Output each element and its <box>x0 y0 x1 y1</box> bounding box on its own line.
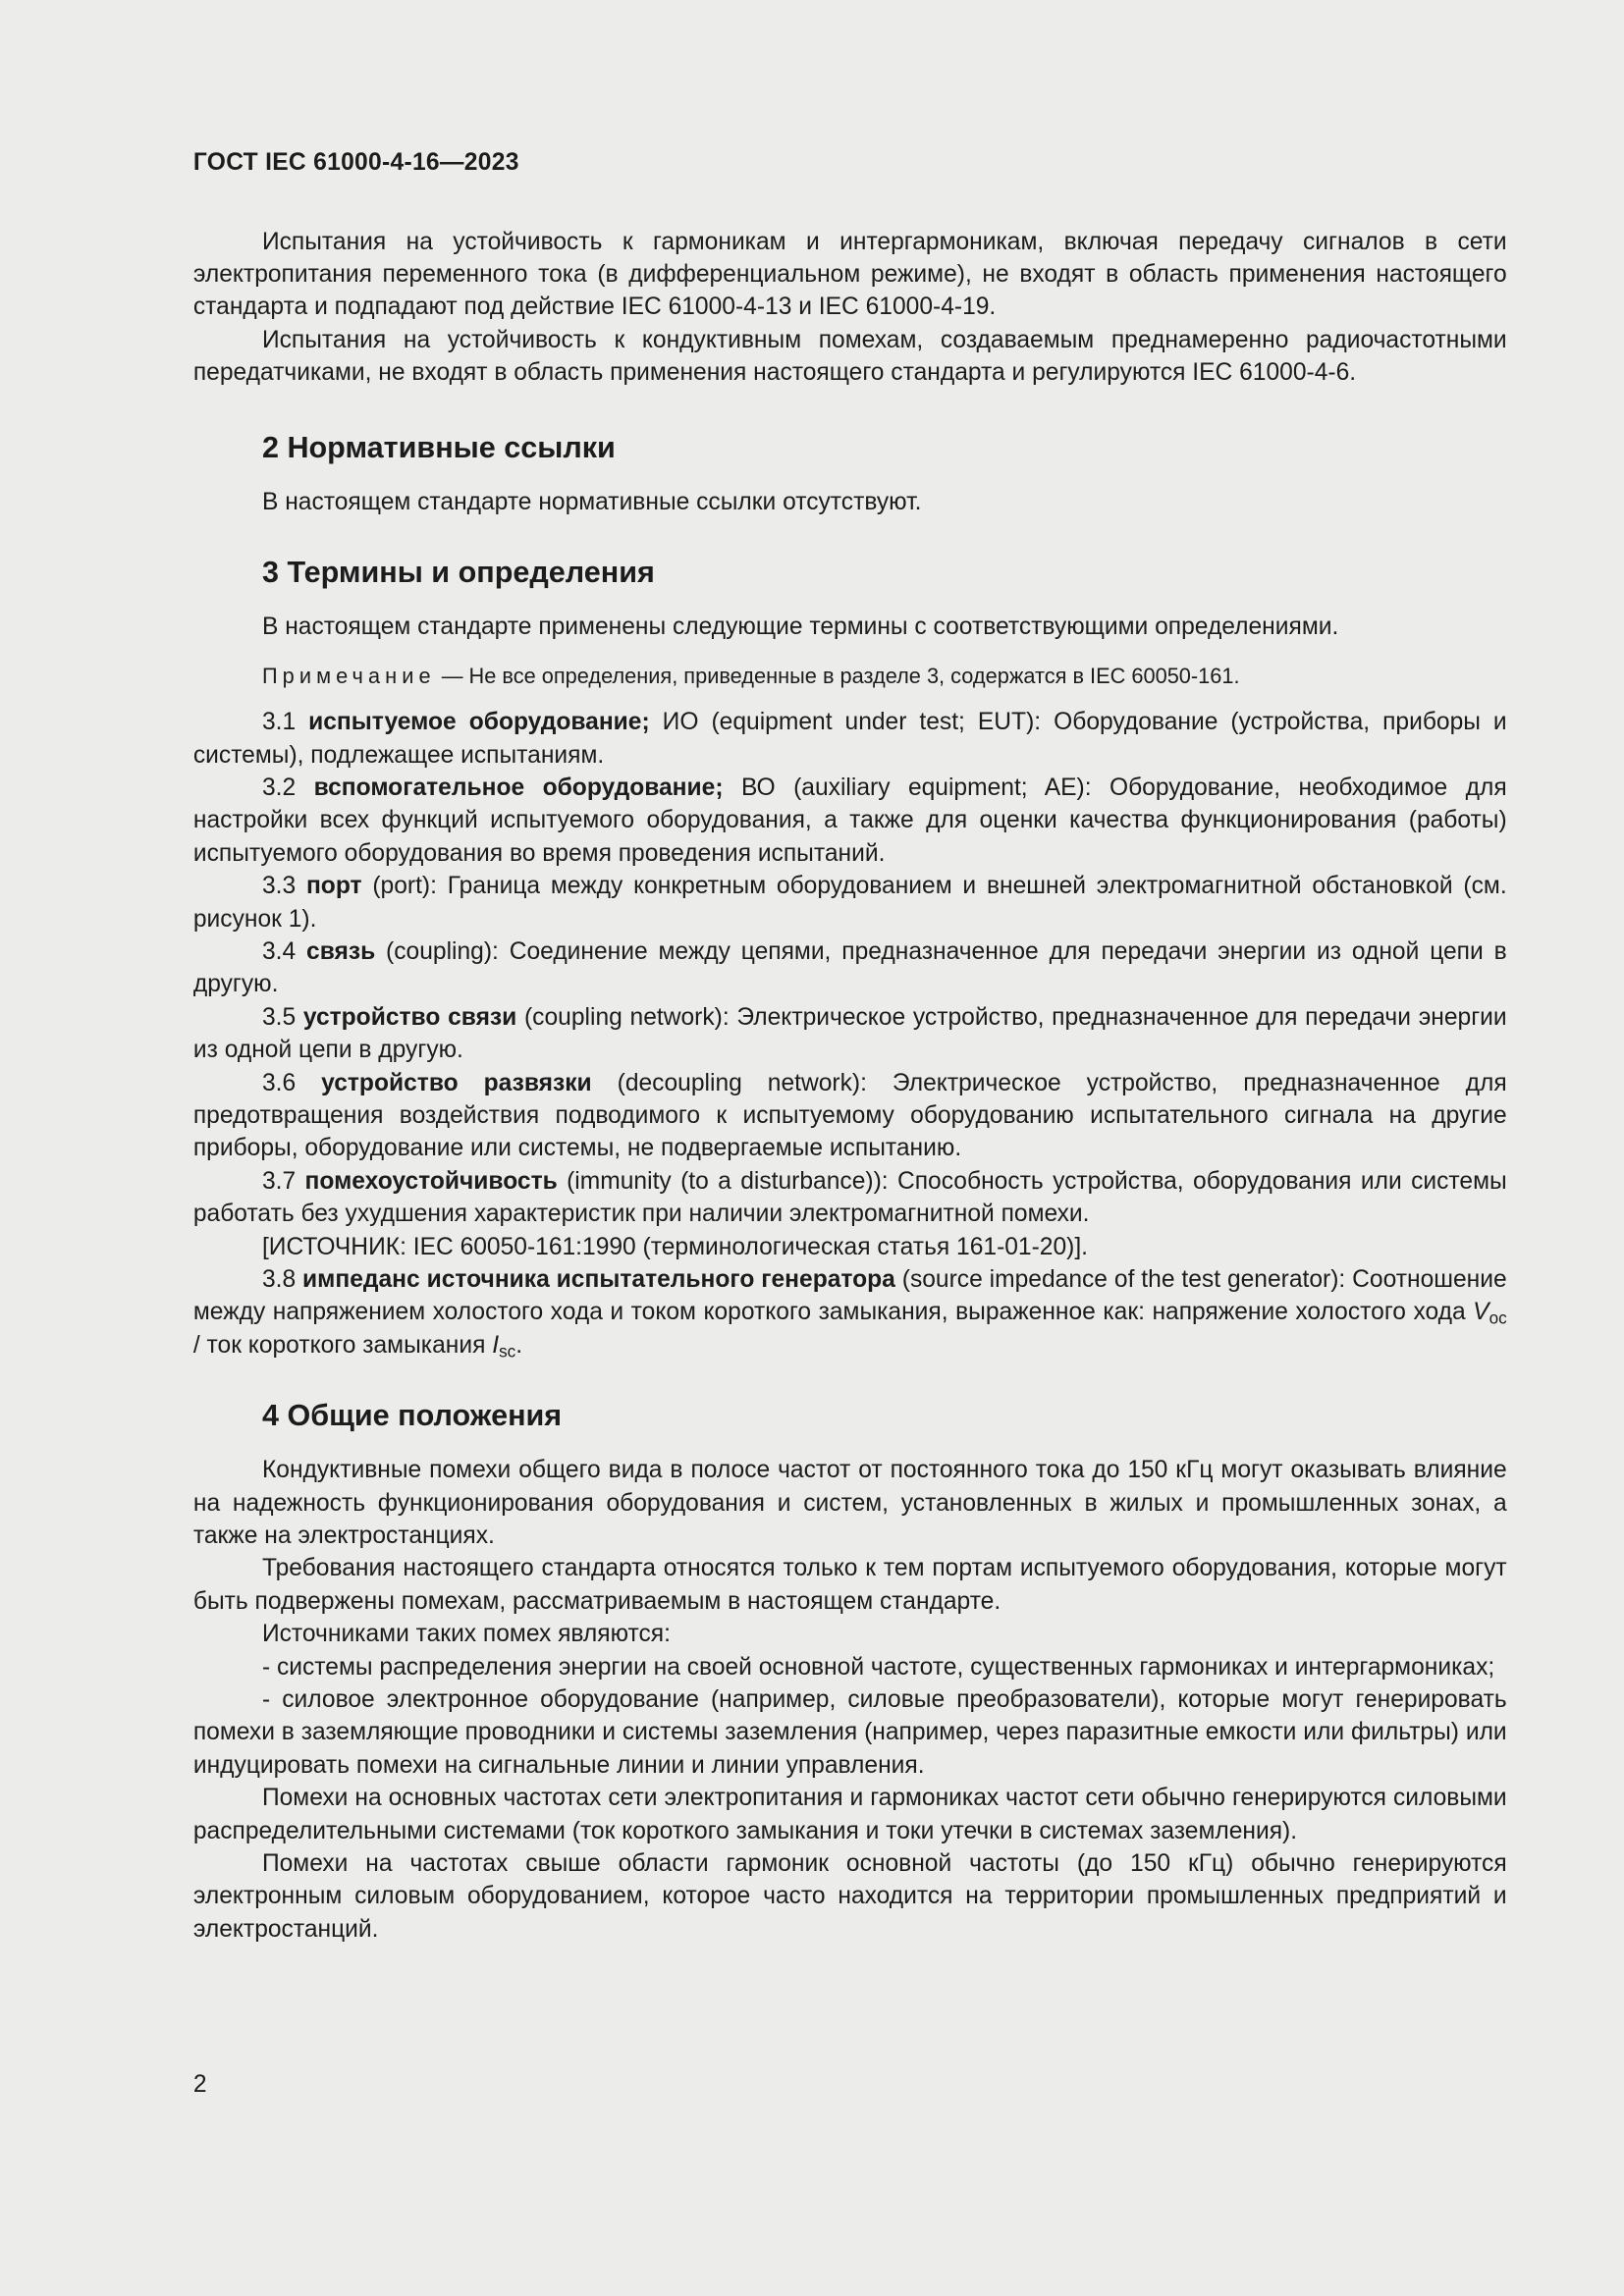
definition-source: [ИСТОЧНИК: IEC 60050-161:1990 (терминологическая статья 161-01-20)]. <box>261 1233 1089 1260</box>
section-3-note <box>193 660 1507 692</box>
document-header: ГОСТ IEC 61000-4-16—2023 <box>192 149 519 177</box>
section-4-list-item: - системы распределения энергии на своей основной частоте, существенных гармониках и интергармониках; <box>261 1653 1495 1681</box>
definition-term: помехоустойчивость <box>304 1167 558 1195</box>
section-4-paragraph: Помехи на основных частотах сети электропитания и гармониках частот сети обычно генерируются силовыми распределительными системами (ток короткого замыкания и токи утечки в системах заземления). <box>192 1785 1507 1844</box>
section-4-paragraph: Кондуктивные помехи общего вида в полосе частот от постоянного тока до 150 кГц могут оказывать влияние на надежность функционирования оборудования и систем, установленных в жилых и промышленных зонах, а также на электростанциях. <box>192 1457 1507 1549</box>
definition-term: порт <box>305 873 362 900</box>
definition-3-5: 3.5 устройство связи (coupling network): Электрическое устройство, предназначенное для передачи энергии из одной цепи в другую. <box>192 1003 1507 1064</box>
intro-paragraph-2: Испытания на устойчивость к кондуктивным помехам, создаваемым преднамеренно радиочастотными передатчиками, не входят в область применения настоящего стандарта и регулируются IEC 61000-4-6. <box>192 326 1507 387</box>
definition-term: устройство связи <box>302 1003 517 1031</box>
page-number: 2 <box>192 2071 207 2099</box>
definition-term: вспомогательное оборудование; <box>313 774 724 801</box>
definition-term: устройство развязки <box>321 1069 592 1096</box>
section-4-paragraph: Помехи на частотах свыше области гармоник основной частоты (до 150 кГц) обычно генерируются электронным силовым оборудованием, которое часто находится на территории промышленных предприятий и электростанций. <box>192 1850 1507 1943</box>
definition-term: связь <box>306 937 376 965</box>
definition-3-7: 3.7 помехоустойчивость (immunity (to a disturbance)): Способность устройства, оборудования или системы работать без ухудшения характеристик при наличии электромагнитной помехи. <box>192 1167 1507 1228</box>
section-4-title: 4 Общие положения <box>261 1399 563 1432</box>
definition-term: испытуемое оборудование; <box>308 709 650 736</box>
definition-3-6: 3.6 устройство развязки (decoupling network): Электрическое устройство, предназначенное для предотвращения воздействия подводимого к испытуемому оборудованию испытательного сигнала на другие приборы, оборудование или системы, не подвергаемые испытанию. <box>192 1069 1507 1162</box>
definition-3-1: 3.1 испытуемое оборудование; ИО (equipment under test; EUT): Оборудование (устройства, приборы и системы), подлежащее испытаниям. <box>192 709 1507 769</box>
section-4-paragraph: Источниками таких помех являются: <box>261 1621 671 1648</box>
definition-3-2: 3.2 вспомогательное оборудование; ВО (auxiliary equipment; AE): Оборудование, необходимое для настройки всех функций испытуемого оборудования, а также для оценки качества функционирования (работы) испытуемого оборудования во время проведения испытаний. <box>192 774 1507 867</box>
definition-3-4: 3.4 связь (coupling): Соединение между цепями, предназначенное для передачи энергии из одной цепи в другую. <box>192 937 1507 998</box>
section-2-text: В настоящем стандарте нормативные ссылки отсутствуют. <box>261 489 922 516</box>
section-3-title: 3 Термины и определения <box>261 556 655 590</box>
section-4-paragraph: Требования настоящего стандарта относятся только к тем портам испытуемого оборудования, которые могут быть подвержены помехам, рассматриваемым в настоящем стандарте. <box>192 1555 1507 1615</box>
definition-3-8: 3.8 импеданс источника испытательного генератора (source impedance of the test generator): Соотношение между напряжением холостого хода и током короткого замыкания, выраженное как: напряжение холостого хода $V_{oc}$ / ток короткого замыкания $I_{sc}$. <box>192 1266 1507 1362</box>
intro-paragraph-1: Испытания на устойчивость к гармоникам и интергармоникам, включая передачу сигналов в сети электропитания переменного тока (в дифференциальном режиме), не входят в область применения настоящего стандарта и подпадают под действие IEC 61000-4-13 и IEC 61000-4-19. <box>192 228 1507 321</box>
section-4-list-item: - силовое электронное оборудование (например, силовые преобразователи), которые могут генерировать помехи в заземляющие проводники и системы заземления (например, через паразитные емкости или фильтры) или индуцировать помехи на сигнальные линии и линии управления. <box>192 1686 1507 1779</box>
note-text: — Не все определения, приведенные в разделе 3, содержатся в IEC 60050-161. <box>435 664 1240 689</box>
page-content <box>193 226 1507 1947</box>
definition-term: импеданс источника испытательного генератора <box>302 1266 895 1293</box>
definition-3-3: 3.3 порт (port): Граница между конкретным оборудованием и внешней электромагнитной обстановкой (см. рисунок 1). <box>192 873 1507 933</box>
section-2-title: 2 Нормативные ссылки <box>261 430 616 464</box>
note-label: Примечание <box>261 664 436 689</box>
section-3-text: В настоящем стандарте применены следующие термины с соответствующими определениями. <box>261 614 1339 641</box>
